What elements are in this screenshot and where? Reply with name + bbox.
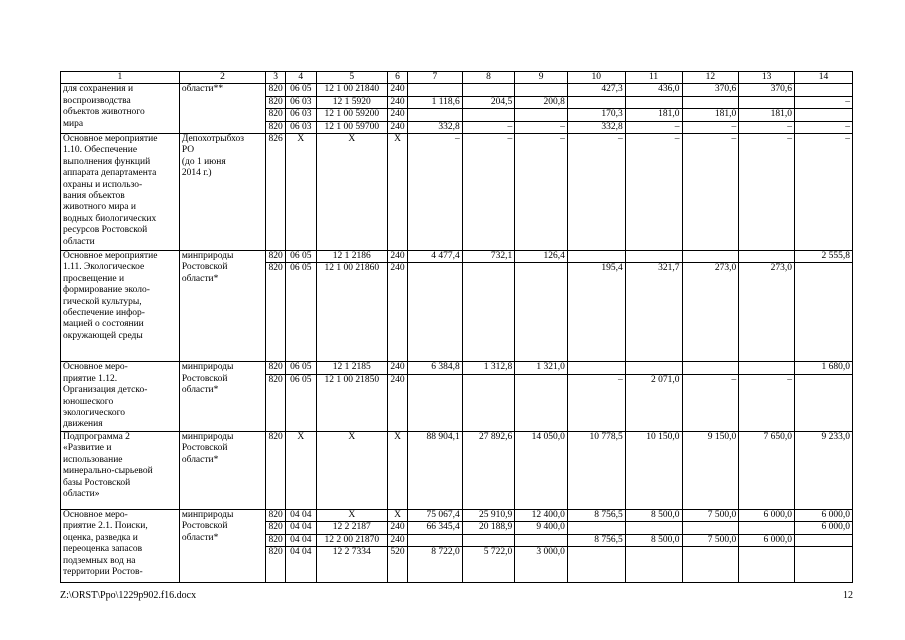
value-cell: 9 150,0 xyxy=(682,431,739,509)
value-cell: 820 xyxy=(266,534,286,546)
value-cell xyxy=(682,522,739,534)
value-cell xyxy=(625,547,682,583)
value-cell: 12 1 5920 xyxy=(316,96,388,108)
executor-cell: области** xyxy=(179,84,265,134)
value-cell: 3 000,0 xyxy=(515,547,568,583)
value-cell: 181,0 xyxy=(625,109,682,121)
value-cell: Х xyxy=(316,431,388,509)
value-cell: 1 312,8 xyxy=(462,362,515,374)
value-cell: 66 345,4 xyxy=(408,522,463,534)
value-cell xyxy=(682,96,739,108)
value-cell: 240 xyxy=(388,534,408,546)
value-cell: 7 650,0 xyxy=(739,431,795,509)
value-cell xyxy=(408,374,463,431)
value-cell xyxy=(462,534,515,546)
value-cell xyxy=(739,251,795,263)
value-cell: 2 555,8 xyxy=(795,251,853,263)
value-cell xyxy=(515,84,568,96)
value-cell xyxy=(739,362,795,374)
value-cell: 826 xyxy=(266,134,286,251)
table-row xyxy=(61,134,853,251)
value-cell xyxy=(567,96,625,108)
value-cell: 12 400,0 xyxy=(515,509,568,521)
value-cell: – xyxy=(515,121,568,133)
executor-cell: минприроды Ростовской области* xyxy=(179,431,265,509)
value-cell: 820 xyxy=(266,547,286,583)
value-cell: 75 067,4 xyxy=(408,509,463,521)
value-cell: 06 03 xyxy=(286,96,317,108)
value-cell: – xyxy=(462,121,515,133)
column-header: 12 xyxy=(682,72,739,84)
value-cell: 732,1 xyxy=(462,251,515,263)
value-cell xyxy=(462,263,515,362)
value-cell: 1 118,6 xyxy=(408,96,463,108)
value-cell: 27 892,6 xyxy=(462,431,515,509)
value-cell: 427,3 xyxy=(567,84,625,96)
value-cell: 8 722,0 xyxy=(408,547,463,583)
value-cell: 370,6 xyxy=(739,84,795,96)
column-header: 2 xyxy=(179,72,265,84)
value-cell: 10 150,0 xyxy=(625,431,682,509)
value-cell: 820 xyxy=(266,96,286,108)
value-cell: 4 477,4 xyxy=(408,251,463,263)
value-cell: 12 1 00 59200 xyxy=(316,109,388,121)
value-cell: 820 xyxy=(266,431,286,509)
value-cell: 8 500,0 xyxy=(625,509,682,521)
value-cell: – xyxy=(795,134,853,251)
value-cell: – xyxy=(739,374,795,431)
value-cell: – xyxy=(625,121,682,133)
value-cell: 2 071,0 xyxy=(625,374,682,431)
value-cell xyxy=(408,263,463,362)
table-row xyxy=(61,431,853,509)
activity-name-cell: Основное меро- приятие 2.1. Поиски, оценка, разведка и переоценка запасов подземных вод на территории Ростов- xyxy=(61,509,180,582)
column-number-header-row xyxy=(61,72,853,84)
value-cell: 370,6 xyxy=(682,84,739,96)
value-cell: 321,7 xyxy=(625,263,682,362)
column-header: 4 xyxy=(286,72,317,84)
value-cell: 06 05 xyxy=(286,374,317,431)
value-cell: – xyxy=(682,121,739,133)
value-cell: 181,0 xyxy=(739,109,795,121)
value-cell: 7 500,0 xyxy=(682,534,739,546)
value-cell: 240 xyxy=(388,251,408,263)
activity-name-cell: Основное меро- приятие 1.12. Организация детско- юношеского экологического движения xyxy=(61,362,180,431)
value-cell: 12 1 2186 xyxy=(316,251,388,263)
table-row xyxy=(61,251,853,263)
value-cell xyxy=(408,109,463,121)
value-cell: 04 04 xyxy=(286,522,317,534)
value-cell xyxy=(515,374,568,431)
value-cell: 12 1 2185 xyxy=(316,362,388,374)
value-cell: 88 904,1 xyxy=(408,431,463,509)
value-cell: – xyxy=(739,134,795,251)
value-cell: 6 000,0 xyxy=(739,509,795,521)
value-cell: 9 400,0 xyxy=(515,522,568,534)
value-cell: 820 xyxy=(266,362,286,374)
value-cell: 170,3 xyxy=(567,109,625,121)
value-cell: 8 756,5 xyxy=(567,509,625,521)
value-cell xyxy=(515,534,568,546)
value-cell: 06 03 xyxy=(286,121,317,133)
value-cell: – xyxy=(682,374,739,431)
value-cell: 200,8 xyxy=(515,96,568,108)
value-cell xyxy=(625,522,682,534)
value-cell: 126,4 xyxy=(515,251,568,263)
executor-cell: минприроды Ростовской области* xyxy=(179,251,265,362)
column-header: 13 xyxy=(739,72,795,84)
table-row xyxy=(61,84,853,96)
value-cell xyxy=(795,109,853,121)
value-cell: 06 05 xyxy=(286,362,317,374)
value-cell xyxy=(462,109,515,121)
value-cell xyxy=(515,109,568,121)
budget-table xyxy=(60,71,853,583)
file-path-footer: Z:\ORST\Ppo\1229p902.f16.docx xyxy=(60,590,197,601)
value-cell: 12 1 00 21840 xyxy=(316,84,388,96)
value-cell: – xyxy=(795,121,853,133)
value-cell: Х xyxy=(286,431,317,509)
value-cell xyxy=(625,362,682,374)
activity-name-cell: Основное мероприятие 1.10. Обеспечение выполнения функций аппарата департамента охраны и использо- вания объектов животного мира и водных биологических ресурсов Ростовской области xyxy=(61,134,180,251)
value-cell: 5 722,0 xyxy=(462,547,515,583)
value-cell: – xyxy=(682,134,739,251)
value-cell xyxy=(462,84,515,96)
value-cell: 12 2 2187 xyxy=(316,522,388,534)
value-cell: 240 xyxy=(388,109,408,121)
value-cell: Х xyxy=(388,431,408,509)
executor-cell: минприроды Ростовской области* xyxy=(179,509,265,582)
value-cell: – xyxy=(795,96,853,108)
value-cell: 06 05 xyxy=(286,263,317,362)
value-cell: 273,0 xyxy=(739,263,795,362)
activity-name-cell: Подпрограмма 2 «Развитие и использование минерально-сырьевой базы Ростовской области» xyxy=(61,431,180,509)
value-cell xyxy=(462,374,515,431)
value-cell: 240 xyxy=(388,362,408,374)
value-cell: 1 680,0 xyxy=(795,362,853,374)
value-cell xyxy=(625,251,682,263)
value-cell xyxy=(567,251,625,263)
value-cell: Х xyxy=(286,134,317,251)
column-header: 3 xyxy=(266,72,286,84)
value-cell: 04 04 xyxy=(286,547,317,583)
value-cell: 820 xyxy=(266,121,286,133)
value-cell: 06 03 xyxy=(286,109,317,121)
value-cell xyxy=(682,251,739,263)
value-cell xyxy=(795,547,853,583)
value-cell: 8 756,5 xyxy=(567,534,625,546)
table-row xyxy=(61,362,853,374)
column-header: 5 xyxy=(316,72,388,84)
value-cell: 820 xyxy=(266,109,286,121)
value-cell: 820 xyxy=(266,374,286,431)
value-cell: – xyxy=(567,374,625,431)
value-cell: 436,0 xyxy=(625,84,682,96)
column-header: 14 xyxy=(795,72,853,84)
value-cell: 25 910,9 xyxy=(462,509,515,521)
page-number: 12 xyxy=(843,590,853,601)
column-header: 7 xyxy=(408,72,463,84)
column-header: 10 xyxy=(567,72,625,84)
value-cell: 181,0 xyxy=(682,109,739,121)
value-cell: 204,5 xyxy=(462,96,515,108)
value-cell: 06 05 xyxy=(286,251,317,263)
value-cell: 20 188,9 xyxy=(462,522,515,534)
value-cell: Х xyxy=(316,134,388,251)
value-cell: 273,0 xyxy=(682,263,739,362)
value-cell: – xyxy=(625,134,682,251)
value-cell: 820 xyxy=(266,84,286,96)
value-cell xyxy=(567,547,625,583)
value-cell: 240 xyxy=(388,522,408,534)
column-header: 6 xyxy=(388,72,408,84)
value-cell: 12 1 00 21860 xyxy=(316,263,388,362)
value-cell: 820 xyxy=(266,522,286,534)
value-cell xyxy=(682,547,739,583)
column-header: 9 xyxy=(515,72,568,84)
value-cell: 9 233,0 xyxy=(795,431,853,509)
value-cell: 820 xyxy=(266,263,286,362)
value-cell: 12 2 00 21870 xyxy=(316,534,388,546)
value-cell: Х xyxy=(388,509,408,521)
value-cell xyxy=(625,96,682,108)
value-cell: 8 500,0 xyxy=(625,534,682,546)
activity-name-cell: для сохранения и воспроизводства объектов животного мира xyxy=(61,84,180,134)
value-cell: 240 xyxy=(388,263,408,362)
column-header: 1 xyxy=(61,72,180,84)
value-cell: 6 000,0 xyxy=(795,522,853,534)
value-cell xyxy=(567,522,625,534)
value-cell: – xyxy=(408,134,463,251)
value-cell: Х xyxy=(388,134,408,251)
value-cell: 332,8 xyxy=(408,121,463,133)
value-cell: 820 xyxy=(266,509,286,521)
value-cell: – xyxy=(515,134,568,251)
value-cell xyxy=(408,84,463,96)
value-cell: 7 500,0 xyxy=(682,509,739,521)
value-cell: 12 1 00 21850 xyxy=(316,374,388,431)
value-cell xyxy=(408,534,463,546)
value-cell: 6 000,0 xyxy=(739,534,795,546)
table-row xyxy=(61,509,853,521)
value-cell xyxy=(739,522,795,534)
value-cell: 332,8 xyxy=(567,121,625,133)
value-cell xyxy=(795,374,853,431)
value-cell: – xyxy=(739,121,795,133)
value-cell: 06 05 xyxy=(286,84,317,96)
value-cell: 240 xyxy=(388,374,408,431)
value-cell: 240 xyxy=(388,96,408,108)
value-cell xyxy=(795,534,853,546)
executor-cell: минприроды Ростовской области* xyxy=(179,362,265,431)
value-cell xyxy=(739,96,795,108)
value-cell: 10 778,5 xyxy=(567,431,625,509)
value-cell xyxy=(795,84,853,96)
value-cell xyxy=(739,547,795,583)
column-header: 8 xyxy=(462,72,515,84)
value-cell: 6 384,8 xyxy=(408,362,463,374)
value-cell: 1 321,0 xyxy=(515,362,568,374)
value-cell: 240 xyxy=(388,84,408,96)
value-cell xyxy=(682,362,739,374)
column-header: 11 xyxy=(625,72,682,84)
value-cell: 240 xyxy=(388,121,408,133)
value-cell: 12 1 00 59700 xyxy=(316,121,388,133)
value-cell xyxy=(515,263,568,362)
value-cell: 820 xyxy=(266,251,286,263)
table-body xyxy=(61,84,853,583)
value-cell: – xyxy=(462,134,515,251)
value-cell: 6 000,0 xyxy=(795,509,853,521)
activity-name-cell: Основное мероприятие 1.11. Экологическое просвещение и формирование эколо- гической культуры, обеспечение инфор- мацией о состоянии окружающей среды xyxy=(61,251,180,362)
value-cell xyxy=(795,263,853,362)
value-cell: – xyxy=(567,134,625,251)
value-cell: 12 2 7334 xyxy=(316,547,388,583)
value-cell: 195,4 xyxy=(567,263,625,362)
value-cell: 04 04 xyxy=(286,509,317,521)
value-cell: 520 xyxy=(388,547,408,583)
value-cell xyxy=(567,362,625,374)
value-cell: Х xyxy=(316,509,388,521)
value-cell: 04 04 xyxy=(286,534,317,546)
executor-cell: Депохотрыбхоз РО (до 1 июня 2014 г.) xyxy=(179,134,265,251)
value-cell: 14 050,0 xyxy=(515,431,568,509)
